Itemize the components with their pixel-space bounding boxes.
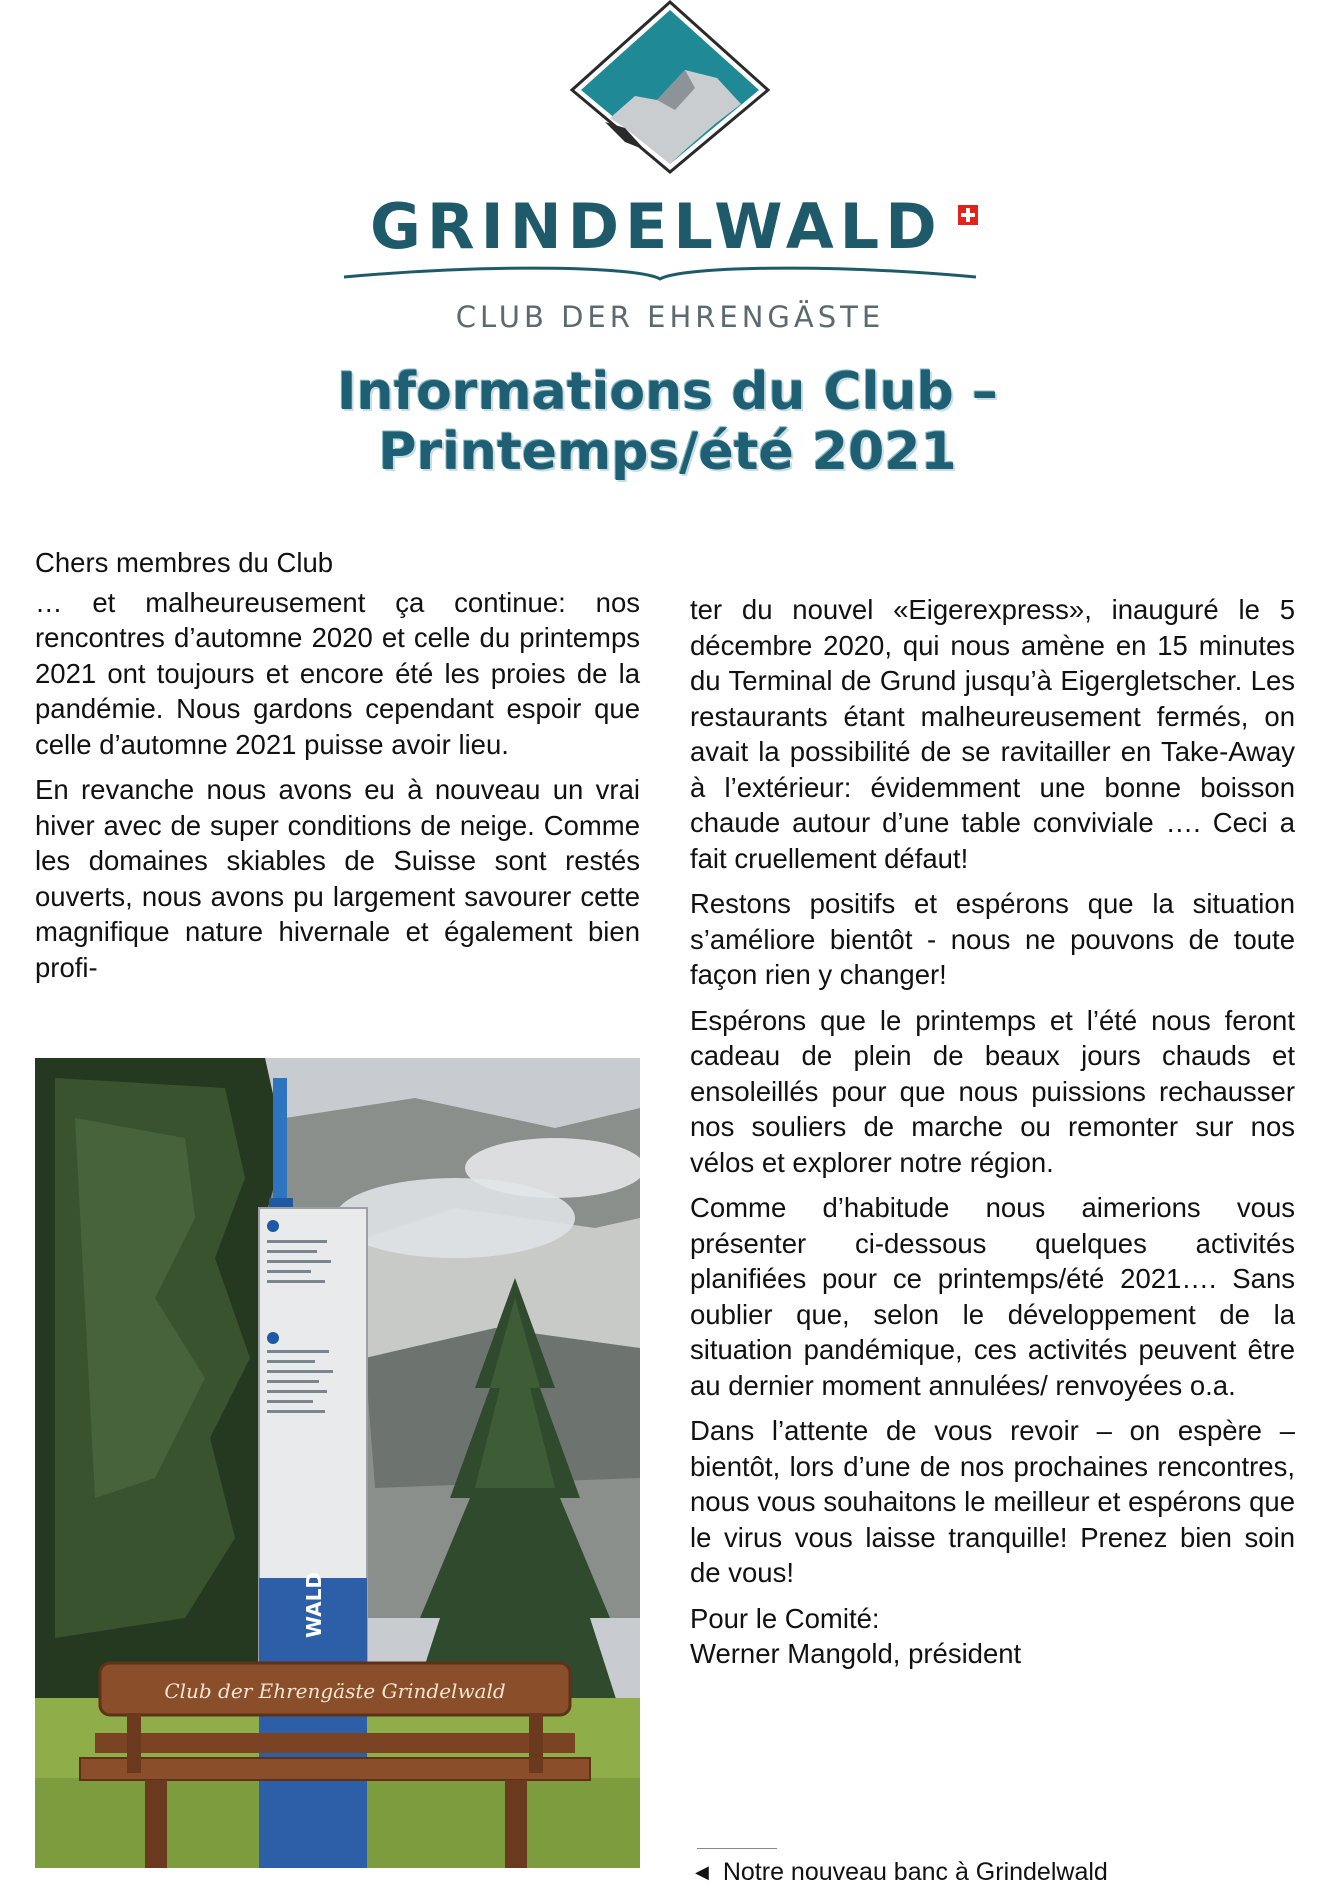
- caption-divider: [697, 1848, 777, 1849]
- club-logo-mark: [565, 0, 775, 175]
- paragraph: Restons positifs et espérons que la situation s’améliore bientôt - nous ne pouvons de toute façon rien y changer!: [690, 888, 1295, 990]
- swiss-flag-icon: [958, 205, 978, 225]
- page-title: [150, 362, 1185, 482]
- brand-subtitle: CLUB DER EHRENGÄSTE: [455, 300, 885, 334]
- paragraph: Comme d’habitude nous aimerions vous présenter ci-dessous quelques activités planifiées pour ce printemps/été 2021…. Sans oublier que, selon le développement de la situation pandémique, ces activités peuvent être au dernier moment annulées/ renvoyées o.a.: [690, 1192, 1295, 1401]
- left-column: [35, 545, 640, 995]
- pillar-text: WALD: [302, 1572, 326, 1638]
- paragraph: Espérons que le printemps et l’été nous feront cadeau de plein de beaux jours chauds et ensoleillés pour que nous puissions rechausser nos souliers de marche ou remonter sur nos vélos et explorer notre région.: [690, 1004, 1295, 1178]
- right-column: [690, 592, 1295, 1672]
- brand-swoosh: [340, 255, 980, 283]
- paragraph: En revanche nous avons eu à nouveau un vrai hiver avec de super conditions de neige. Comme les domaines skiables de Suisse sont restés ouverts, nous avons pu largement savourer cette magnifique nature hivernale et également bien profi-: [35, 774, 640, 983]
- greeting: Chers membres du Club: [35, 547, 334, 578]
- caption-text: Notre nouveau banc à Grindelwald: [722, 1858, 1108, 1886]
- triangle-left-icon: ◀: [695, 1862, 709, 1882]
- brand-name: GRINDELWALD: [370, 190, 943, 263]
- signature-name: Werner Mangold, président: [690, 1638, 1022, 1669]
- photo-caption: [695, 1858, 1108, 1887]
- page-title-line2: Printemps/été 2021: [378, 422, 957, 482]
- paragraph: ter du nouvel «Eigerexpress», inauguré le 5 décembre 2020, qui nous amène en 15 minutes du Terminal de Grund jusqu’à Eigergletscher. Les restaurants étant malheureusement fermés, on avait la possibilité de se ravitailler en Take-Away à l’extérieur: évidemment une bonne boisson chaude autour d’une table conviviale …. Ceci a fait cruellement défaut!: [690, 594, 1295, 874]
- bench-sign-text: Club der Ehrengäste Grindelwald: [164, 1679, 506, 1703]
- bench-photo: [35, 1058, 640, 1868]
- paragraph: … et malheureusement ça continue: nos rencontres d’automne 2020 et celle du printemps 2021 ont toujours et encore été les proies de la pandémie. Nous gardons cependant espoir que celle d’automne 2021 puisse avoir lieu.: [35, 586, 640, 760]
- paragraph: Dans l’attente de vous revoir – on espère – bientôt, lors d’une de nos prochaines rencontres, nous vous souhaitons le meilleur et espérons que le virus vous laisse tranquille! Prenez bien soin de vous!: [690, 1415, 1295, 1588]
- page-title-line1: Informations du Club –: [337, 362, 998, 422]
- signature-role: Pour le Comité:: [690, 1602, 880, 1634]
